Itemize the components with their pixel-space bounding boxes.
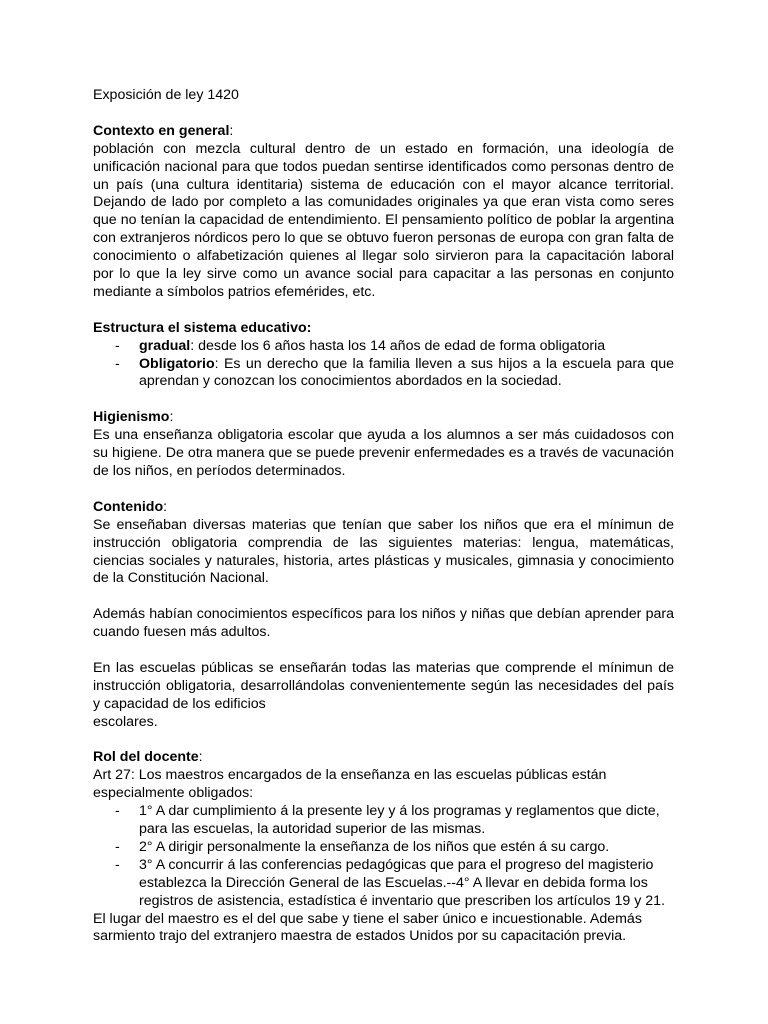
spacer <box>93 732 674 750</box>
item-text: 2° A dirigir personalmente la enseñanza de los niños que estén á su cargo. <box>139 838 610 855</box>
heading-text: Contenido <box>93 498 164 515</box>
document-page <box>93 87 674 946</box>
section-heading-contexto <box>93 123 674 141</box>
section-heading-contenido <box>93 499 674 517</box>
item-bold-term: Obligatorio <box>139 355 215 372</box>
list-obligaciones <box>93 803 688 910</box>
heading-colon: : <box>163 498 168 515</box>
section-heading-higienismo <box>93 409 674 427</box>
item-text: : Es un derecho que la familia lleven a sus hijos a la escuela para que aprendan y conozcan los conocimientos abordados en la sociedad. <box>139 355 674 390</box>
list-item <box>93 356 674 392</box>
item-text: : desde los 6 años hasta los 14 años de edad de forma obligatoria <box>190 337 606 354</box>
paragraph-higienismo: Es una enseñanza obligatoria escolar que ayuda a los alumnos a ser más cuidadosos con su higiene. De otra manera que se puede prevenir enfermedades es a través de vacunación de los niños, en períodos determinados. <box>93 427 674 479</box>
list-item <box>93 338 674 356</box>
paragraph-escuelas-publicas-end: escolares. <box>93 713 158 730</box>
paragraph-art27: Art 27: Los maestros encargados de la enseñanza en las escuelas públicas están especialmente obligados: <box>93 767 607 802</box>
paragraph-contenido-extra: Además habían conocimientos específicos para los niños y niñas que debían aprender para cuando fuesen más adultos. <box>93 606 674 641</box>
heading-text: Rol del docente <box>93 749 199 766</box>
item-bold-term: gradual <box>139 337 191 354</box>
section-heading-rol <box>93 749 674 767</box>
dash-bullet: - <box>115 337 120 354</box>
item-text: 3° A concurrir á las conferencias pedagógicas que para el progreso del magisterio establezca la Dirección General de las Escuelas.--4° A llevar en debida forma los registros de asistencia, estadística é inventario que prescriben los artículos 19 y 21. <box>139 856 666 909</box>
dash-bullet: - <box>115 355 120 372</box>
section-heading-estructura <box>93 320 674 338</box>
paragraph-contexto: población con mezcla cultural dentro de un estado en formación, una ideología de unificación nacional para que todos puedan sentirse identificados como personas dentro de un país (una cultura identitaria) sistema de educación con el mayor alcance territorial. Dejando de lado por completo a las comunidades originales ya que eran vista como seres que no tenían la capacidad de entendimiento. El pensamiento político de poblar la argentina con extranjeros nórdicos pero lo que se obtuvo fueron personas de europa con gran falta de conocimiento o alfabetización quienes al llegar solo sirvieron para la capacitación laboral por lo que la ley sirve como un avance social para capacitar a las personas en conjunto mediante a símbolos patrios efemérides, etc. <box>93 140 674 300</box>
list-item <box>93 839 688 857</box>
list-estructura <box>93 338 674 392</box>
spacer <box>93 105 674 123</box>
heading-text: Contexto en general <box>93 122 230 139</box>
dash-bullet: - <box>115 803 120 820</box>
spacer <box>93 642 674 660</box>
dash-bullet: - <box>115 838 120 855</box>
heading-text: Estructura el sistema educativo: <box>93 319 312 336</box>
document-title: Exposición de ley 1420 <box>93 87 239 103</box>
paragraph-contenido: Se enseñaban diversas materias que tenían que saber los niños que era el mínimun de instrucción obligatoria comprendia de las siguientes materias: lengua, matemáticas, ciencias sociales y naturales, historia, artes plásticas y musicales, gimnasia y conocimiento de la Constitución Nacional. <box>93 516 674 587</box>
item-text: 1° A dar cumplimiento á la presente ley y á los programas y reglamentos que dicte, para las escuelas, la autoridad superior de las mismas. <box>139 803 660 838</box>
paragraph-escuelas-publicas: En las escuelas públicas se enseñarán todas las materias que comprende el mínimun de instrucción obligatoria, desarrollándolas convenientemente según las necesidades del país y capacidad de los edificios <box>93 659 674 712</box>
heading-text: Higienismo <box>93 409 170 426</box>
heading-colon: : <box>229 122 234 139</box>
heading-colon: : <box>198 749 203 766</box>
paragraph-rol-closing: El lugar del maestro es el del que sabe y tiene el saber único e incuestionable. Además sarmiento trajo del extranjero maestra de estados Unidos por su capacitación previa. <box>93 910 642 945</box>
list-item <box>93 857 688 911</box>
dash-bullet: - <box>115 856 120 873</box>
heading-colon: : <box>169 409 174 426</box>
list-item <box>93 803 688 839</box>
spacer <box>93 481 674 499</box>
spacer <box>93 588 674 606</box>
spacer <box>93 391 674 409</box>
spacer <box>93 302 674 320</box>
